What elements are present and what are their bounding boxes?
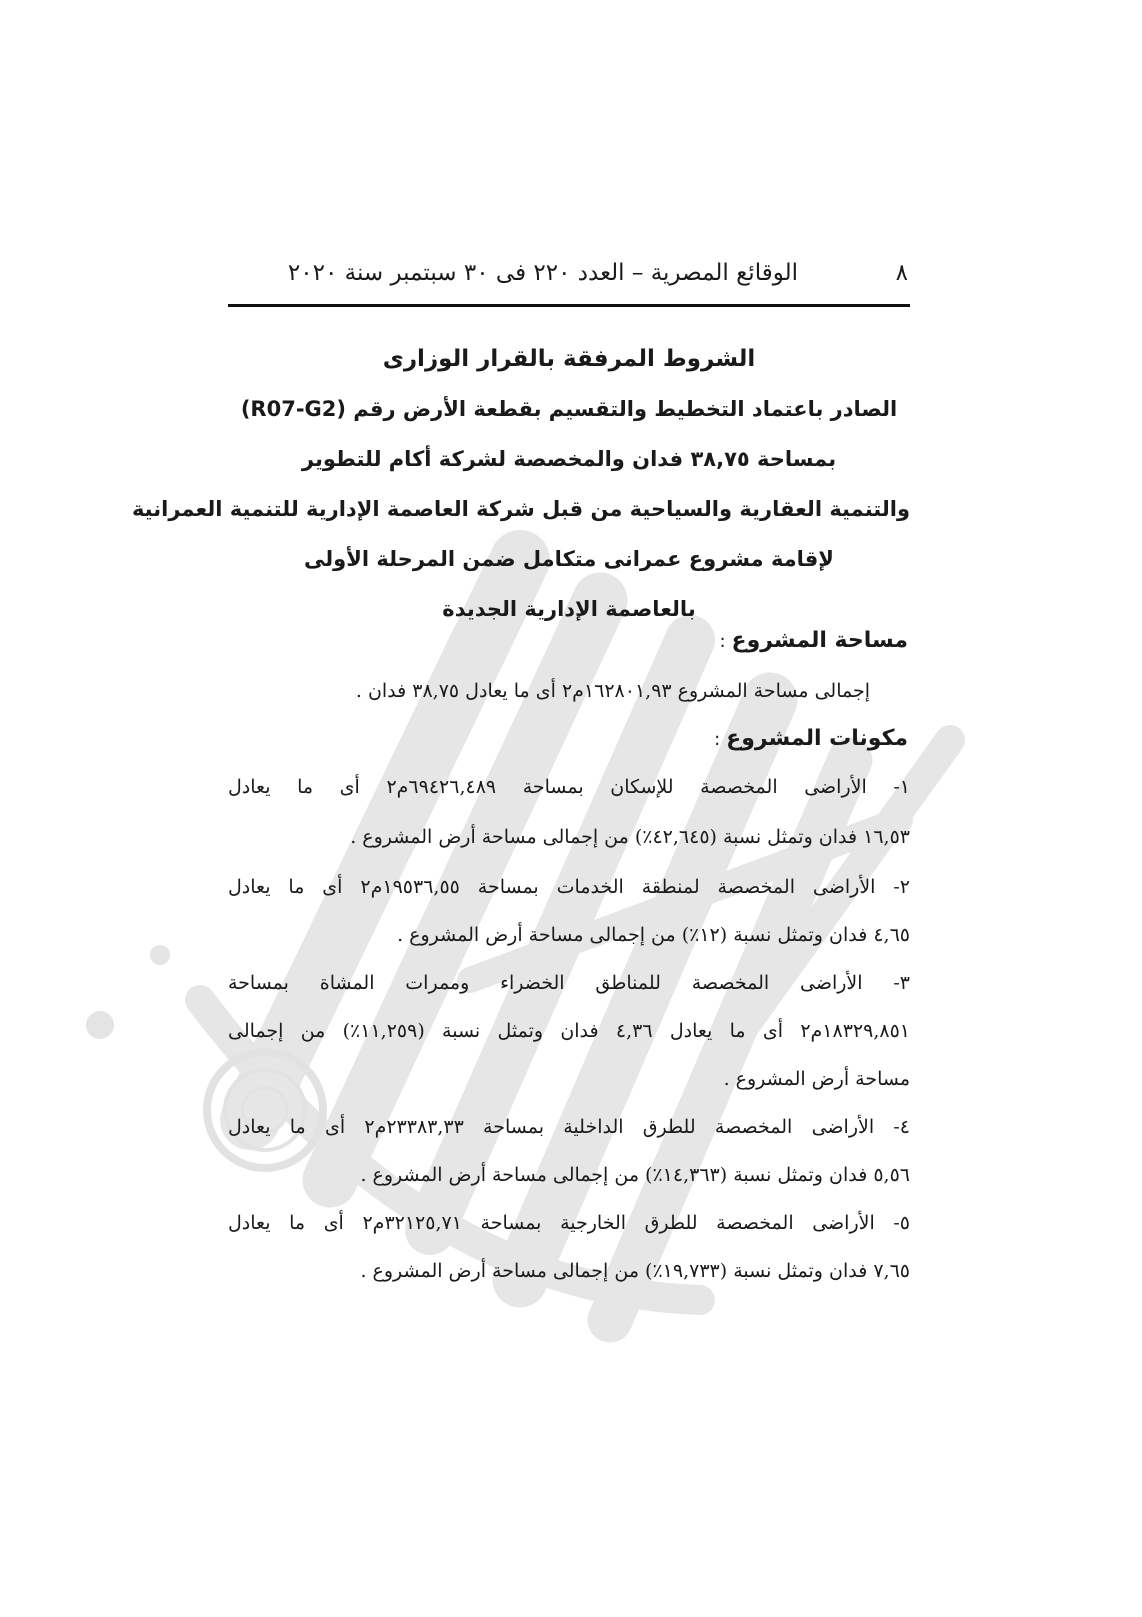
component-item-line: ٧,٦٥ فدان وتمثل نسبة (١٩,٧٣٣٪) من إجمالى مساحة أرض المشروع . — [360, 1260, 910, 1282]
project-area-text: إجمالى مساحة المشروع ١٦٢٨٠١,٩٣م٢ أى ما يعادل ٣٨,٧٥ فدان . — [355, 680, 870, 702]
title-line: الصادر باعتماد التخطيط والتقسيم بقطعة الأرض رقم (R07-G2) — [240, 397, 898, 421]
heading-colon: : — [719, 631, 726, 652]
component-item-line: مساحة أرض المشروع . — [723, 1068, 910, 1090]
component-item-line: ٥- الأراضى المخصصة للطرق الخارجية بمساحة ٣٢١٢٥,٧١م٢ أى ما يعادل — [228, 1212, 910, 1234]
gazette-title: الوقائع المصرية – العدد ٢٢٠ فى ٣٠ سبتمبر سنة ٢٠٢٠ — [287, 260, 798, 286]
document-title-block — [131, 342, 910, 642]
component-item-line: ٤- الأراضى المخصصة للطرق الداخلية بمساحة ٢٣٣٨٣,٣٣م٢ أى ما يعادل — [228, 1116, 910, 1138]
title-line: والتنمية العقارية والسياحية من قبل شركة العاصمة الإدارية للتنمية العمرانية — [131, 497, 910, 521]
component-item-line: ١- الأراضى المخصصة للإسكان بمساحة ٦٩٤٢٦,٤٨٩م٢ أى ما يعادل — [228, 776, 910, 798]
page-number: ٨ — [895, 260, 908, 286]
title-line: بمساحة ٣٨,٧٥ فدان والمخصصة لشركة أكام للتطوير — [301, 447, 837, 471]
page-header — [228, 258, 910, 298]
header-divider — [228, 304, 910, 307]
section-heading-project-area — [719, 628, 908, 653]
component-item-line: ٥,٥٦ فدان وتمثل نسبة (١٤,٣٦٣٪) من إجمالى مساحة أرض المشروع . — [360, 1164, 910, 1186]
component-item-line: ٣- الأراضى المخصصة للمناطق الخضراء وممرات المشاة بمساحة — [228, 972, 910, 994]
section-heading-text: مكونات المشروع — [726, 726, 908, 751]
component-item-line: ١٨٣٢٩,٨٥١م٢ أى ما يعادل ٤,٣٦ فدان وتمثل نسبة (١١,٢٥٩٪) من إجمالى — [228, 1020, 910, 1042]
document-title: الشروط المرفقة بالقرار الوزارى — [382, 346, 756, 372]
section-heading-text: مساحة المشروع — [731, 628, 908, 653]
component-item-line: ٤,٦٥ فدان وتمثل نسبة (١٢٪) من إجمالى مساحة أرض المشروع . — [397, 924, 910, 946]
component-item-line: ٢- الأراضى المخصصة لمنطقة الخدمات بمساحة ١٩٥٣٦,٥٥م٢ أى ما يعادل — [228, 876, 910, 898]
section-heading-components — [714, 726, 908, 751]
title-line: لإقامة مشروع عمرانى متكامل ضمن المرحلة الأولى — [304, 547, 834, 571]
heading-colon: : — [714, 729, 721, 750]
component-item-line: ١٦,٥٣ فدان وتمثل نسبة (٤٢,٦٤٥٪) من إجمالى مساحة أرض المشروع . — [350, 826, 910, 848]
title-line: بالعاصمة الإدارية الجديدة — [442, 597, 696, 621]
